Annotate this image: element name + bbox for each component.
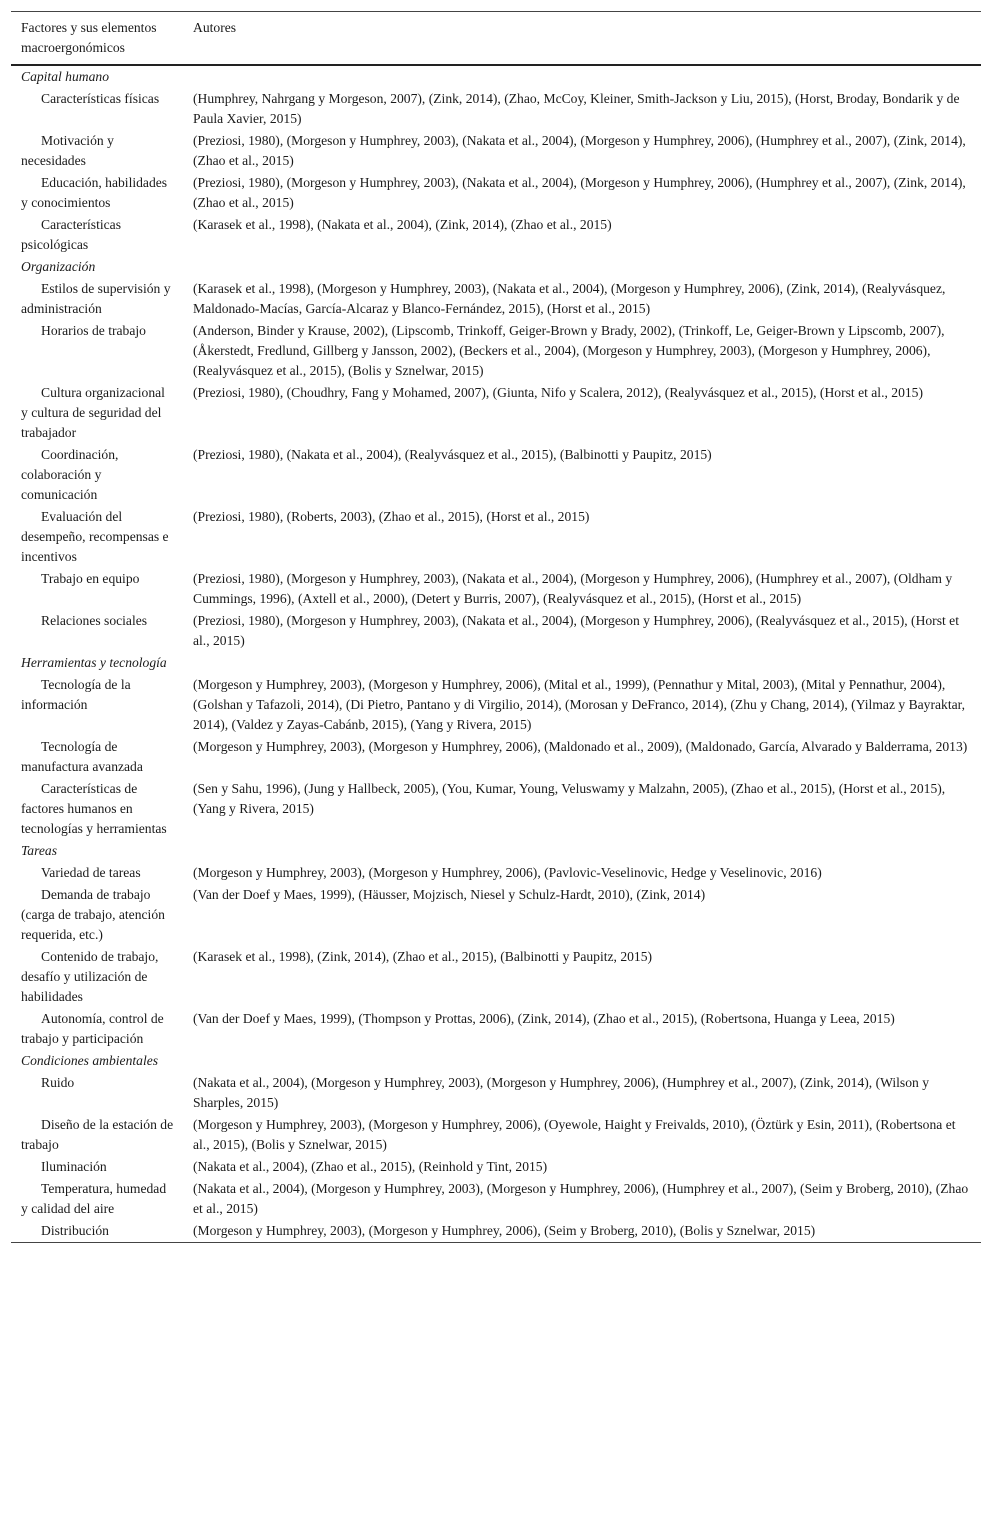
table-row	[11, 1156, 981, 1178]
section-row	[11, 652, 981, 674]
section-row	[11, 1050, 981, 1072]
table-row	[11, 172, 981, 214]
section-title: Tareas	[21, 843, 58, 858]
authors-cell: (Van der Doef y Maes, 1999), (Häusser, Mojzisch, Niesel y Schulz-Hardt, 2010), (Zink, 2014)	[193, 887, 706, 902]
table-row	[11, 1220, 981, 1243]
factor-label: Características de factores humanos en tecnologías y herramientas	[21, 781, 167, 836]
section-title: Capital humano	[21, 69, 109, 84]
table-row	[11, 862, 981, 884]
factor-label: Relaciones sociales	[41, 613, 148, 628]
authors-cell: (Sen y Sahu, 1996), (Jung y Hallbeck, 2005), (You, Kumar, Young, Veluswamy y Malzahn, 2005), (Zhao et al., 2015), (Horst et al., 2015), (Yang y Rivera, 2015)	[193, 781, 946, 816]
authors-cell: (Morgeson y Humphrey, 2003), (Morgeson y Humphrey, 2006), (Oyewole, Haight y Freivalds, 2010), (Öztürk y Esin, 2011), (Robertsona et al., 2015), (Bolis y Sznelwar, 2015)	[193, 1117, 956, 1152]
authors-cell: (Morgeson y Humphrey, 2003), (Morgeson y Humphrey, 2006), (Maldonado et al., 2009), (Maldonado, García, Alvarado y Balderrama, 2013)	[193, 739, 968, 754]
table-row	[11, 610, 981, 652]
table-row	[11, 1072, 981, 1114]
factor-label: Contenido de trabajo, desafío y utilización de habilidades	[21, 949, 159, 1004]
factor-cell	[11, 610, 183, 652]
factor-cell	[11, 1072, 183, 1114]
factor-cell	[11, 172, 183, 214]
authors-cell: (Karasek et al., 1998), (Zink, 2014), (Zhao et al., 2015), (Balbinotti y Paupitz, 2015)	[193, 949, 653, 964]
factor-label: Tecnología de la información	[21, 677, 131, 712]
factor-label: Diseño de la estación de trabajo	[21, 1117, 174, 1152]
header-authors: Autores	[193, 20, 237, 35]
authors-cell: (Anderson, Binder y Krause, 2002), (Lipscomb, Trinkoff, Geiger-Brown y Brady, 2002), (Trinkoff, Le, Geiger-Brown y Lipscomb, 2007), (Åkerstedt, Fredlund, Gillberg y Jansson, 2002), (Beckers et al., 2004), (Morgeson y Humphrey, 2003), (Morgeson y Humphrey, 2006), (Realyvásquez et al., 2015), (Bolis y Sznelwar, 2015)	[193, 323, 945, 378]
authors-cell: (Morgeson y Humphrey, 2003), (Morgeson y Humphrey, 2006), (Seim y Broberg, 2010), (Bolis y Sznelwar, 2015)	[193, 1223, 816, 1238]
section-title: Condiciones ambientales	[21, 1053, 159, 1068]
factor-cell	[11, 1178, 183, 1220]
factor-cell	[11, 130, 183, 172]
table-row	[11, 674, 981, 736]
factor-label: Temperatura, humedad y calidad del aire	[21, 1181, 167, 1216]
section-row	[11, 256, 981, 278]
table-row	[11, 884, 981, 946]
table-row	[11, 946, 981, 1008]
factor-label: Horarios de trabajo	[41, 323, 146, 338]
table-body	[11, 65, 981, 1243]
factor-label: Iluminación	[41, 1159, 107, 1174]
factor-cell	[11, 278, 183, 320]
table-row	[11, 382, 981, 444]
authors-cell: (Nakata et al., 2004), (Morgeson y Humphrey, 2003), (Morgeson y Humphrey, 2006), (Humphrey et al., 2007), (Seim y Broberg, 2010), (Zhao et al., 2015)	[193, 1181, 969, 1216]
table-container	[11, 11, 981, 1243]
factor-label: Distribución	[41, 1223, 109, 1238]
factor-label: Características físicas	[41, 91, 160, 106]
factor-label: Educación, habilidades y conocimientos	[21, 175, 168, 210]
authors-cell: (Nakata et al., 2004), (Morgeson y Humphrey, 2003), (Morgeson y Humphrey, 2006), (Humphrey et al., 2007), (Zink, 2014), (Wilson y Sharples, 2015)	[193, 1075, 930, 1110]
authors-cell: (Morgeson y Humphrey, 2003), (Morgeson y Humphrey, 2006), (Pavlovic-Veselinovic, Hedge y Veselinovic, 2016)	[193, 865, 822, 880]
factor-cell	[11, 320, 183, 382]
factor-cell	[11, 946, 183, 1008]
table-row	[11, 778, 981, 840]
factor-cell	[11, 862, 183, 884]
factors-table	[11, 11, 981, 1243]
table-header	[11, 12, 981, 66]
table-row	[11, 278, 981, 320]
factor-label: Coordinación, colaboración y comunicación	[21, 447, 119, 502]
factor-cell	[11, 884, 183, 946]
table-row	[11, 568, 981, 610]
factor-cell	[11, 674, 183, 736]
factor-label: Demanda de trabajo (carga de trabajo, atención requerida, etc.)	[21, 887, 165, 942]
table-row	[11, 444, 981, 506]
table-row	[11, 1178, 981, 1220]
factor-label: Ruido	[41, 1075, 75, 1090]
header-factors: Factores y sus elementos macroergonómicos	[21, 20, 157, 55]
factor-label: Estilos de supervisión y administración	[21, 281, 171, 316]
authors-cell: (Preziosi, 1980), (Morgeson y Humphrey, 2003), (Nakata et al., 2004), (Morgeson y Humphrey, 2006), (Humphrey et al., 2007), (Zink, 2014), (Zhao et al., 2015)	[193, 175, 966, 210]
table-row	[11, 1114, 981, 1156]
table-row	[11, 1008, 981, 1050]
authors-cell: (Preziosi, 1980), (Nakata et al., 2004), (Realyvásquez et al., 2015), (Balbinotti y Paupitz, 2015)	[193, 447, 712, 462]
factor-cell	[11, 568, 183, 610]
factor-label: Trabajo en equipo	[41, 571, 140, 586]
factor-cell	[11, 444, 183, 506]
section-title: Organización	[21, 259, 96, 274]
factor-cell	[11, 1156, 183, 1178]
factor-cell	[11, 214, 183, 256]
factor-label: Características psicológicas	[21, 217, 122, 252]
table-row	[11, 320, 981, 382]
section-row	[11, 840, 981, 862]
factor-cell	[11, 382, 183, 444]
factor-cell	[11, 88, 183, 130]
authors-cell: (Preziosi, 1980), (Choudhry, Fang y Mohamed, 2007), (Giunta, Nifo y Scalera, 2012), (Realyvásquez et al., 2015), (Horst et al., 2015)	[193, 385, 923, 400]
factor-cell	[11, 1008, 183, 1050]
table-row	[11, 214, 981, 256]
authors-cell: (Preziosi, 1980), (Morgeson y Humphrey, 2003), (Nakata et al., 2004), (Morgeson y Humphrey, 2006), (Humphrey et al., 2007), (Oldham y Cummings, 1996), (Axtell et al., 2000), (Detert y Burris, 2007), (Realyvásquez et al., 2015), (Horst et al., 2015)	[193, 571, 953, 606]
factor-cell	[11, 736, 183, 778]
factor-label: Variedad de tareas	[41, 865, 141, 880]
factor-cell	[11, 778, 183, 840]
factor-label: Autonomía, control de trabajo y participación	[21, 1011, 164, 1046]
factor-label: Motivación y necesidades	[21, 133, 114, 168]
table-row	[11, 130, 981, 172]
factor-label: Evaluación del desempeño, recompensas e incentivos	[21, 509, 169, 564]
authors-cell: (Preziosi, 1980), (Morgeson y Humphrey, 2003), (Nakata et al., 2004), (Morgeson y Humphrey, 2006), (Realyvásquez et al., 2015), (Horst et al., 2015)	[193, 613, 959, 648]
authors-cell: (Humphrey, Nahrgang y Morgeson, 2007), (Zink, 2014), (Zhao, McCoy, Kleiner, Smith-Jackson y Liu, 2015), (Horst, Broday, Bondarik y de Paula Xavier, 2015)	[193, 91, 960, 126]
authors-cell: (Nakata et al., 2004), (Zhao et al., 2015), (Reinhold y Tint, 2015)	[193, 1159, 548, 1174]
authors-cell: (Preziosi, 1980), (Roberts, 2003), (Zhao et al., 2015), (Horst et al., 2015)	[193, 509, 590, 524]
factor-label: Tecnología de manufactura avanzada	[21, 739, 143, 774]
authors-cell: (Karasek et al., 1998), (Morgeson y Humphrey, 2003), (Nakata et al., 2004), (Morgeson y Humphrey, 2006), (Zink, 2014), (Realyvásquez, Maldonado-Macías, García-Alcaraz y Blanco-Fernández, 2015), (Horst et al., 2015)	[193, 281, 946, 316]
authors-cell: (Morgeson y Humphrey, 2003), (Morgeson y Humphrey, 2006), (Mital et al., 1999), (Pennathur y Mital, 2003), (Mital y Pennathur, 2004), (Golshan y Tafazoli, 2014), (Di Pietro, Pantano y di Virgilio, 2014), (Morosan y DeFranco, 2014), (Zhu y Chang, 2014), (Yilmaz y Bayraktar, 2014), (Valdez y Zayas-Cabánb, 2015), (Yang y Rivera, 2015)	[193, 677, 966, 732]
factor-cell	[11, 1220, 183, 1243]
table-row	[11, 506, 981, 568]
table-row	[11, 88, 981, 130]
authors-cell: (Van der Doef y Maes, 1999), (Thompson y Prottas, 2006), (Zink, 2014), (Zhao et al., 2015), (Robertsona, Huanga y Leea, 2015)	[193, 1011, 895, 1026]
section-title: Herramientas y tecnología	[21, 655, 167, 670]
authors-cell: (Preziosi, 1980), (Morgeson y Humphrey, 2003), (Nakata et al., 2004), (Morgeson y Humphrey, 2006), (Humphrey et al., 2007), (Zink, 2014), (Zhao et al., 2015)	[193, 133, 966, 168]
table-row	[11, 736, 981, 778]
section-row	[11, 65, 981, 88]
factor-cell	[11, 1114, 183, 1156]
header-row	[11, 12, 981, 66]
authors-cell: (Karasek et al., 1998), (Nakata et al., 2004), (Zink, 2014), (Zhao et al., 2015)	[193, 217, 612, 232]
factor-label: Cultura organizacional y cultura de seguridad del trabajador	[21, 385, 165, 440]
factor-cell	[11, 506, 183, 568]
